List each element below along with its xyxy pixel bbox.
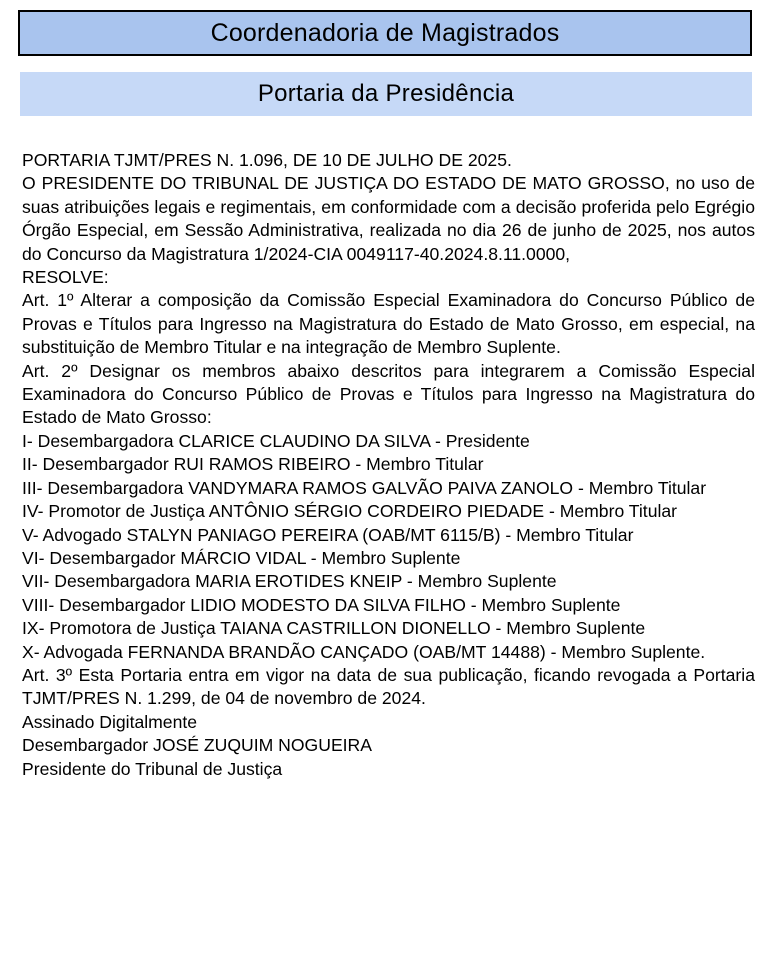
member-item: IV- Promotor de Justiça ANTÔNIO SÉRGIO CORDEIRO PIEDADE - Membro Titular [22,501,678,522]
subsection-header [20,72,752,116]
article-1: Art. 1º Alterar a composição da Comissão Especial Examinadora do Concurso Público de Provas e Títulos para Ingresso na Magistratura do Estado de Mato Grosso, em especial, na substituição de Membro Titular e na integração de Membro Suplente. [22,290,755,358]
member-item: III- Desembargadora VANDYMARA RAMOS GALVÃO PAIVA ZANOLO - Membro Titular [22,477,707,498]
preamble: O PRESIDENTE DO TRIBUNAL DE JUSTIÇA DO ESTADO DE MATO GROSSO, no uso de suas atribuições legais e regimentais, em conformidade com a decisão proferida pelo Egrégio Órgão Especial, em Sessão Administrativa, realizada no dia 26 de junho de 2025, nos autos do Concurso da Magistratura 1/2024-CIA 0049117-40.2024.8.11.0000, [22,173,755,264]
subsection-title: Portaria da Presidência [257,80,515,107]
member-item: II- Desembargador RUI RAMOS RIBEIRO - Membro Titular [22,454,484,475]
member-item: VI- Desembargador MÁRCIO VIDAL - Membro Suplente [22,547,461,568]
member-item: X- Advogada FERNANDA BRANDÃO CANÇADO (OAB/MT 14488) - Membro Suplente. [22,641,706,662]
ordinance-number: PORTARIA TJMT/PRES N. 1.096, DE 10 DE JULHO DE 2025. [22,150,512,170]
document-body [22,149,755,781]
member-item: IX- Promotora de Justiça TAIANA CASTRILLON DIONELLO - Membro Suplente [22,618,646,639]
section-header [18,10,752,56]
article-3: Art. 3º Esta Portaria entra em vigor na data de sua publicação, ficando revogada a Portaria TJMT/PRES N. 1.299, de 04 de novembro de 2024. [22,664,755,709]
signer-title: Presidente do Tribunal de Justiça [22,758,283,779]
member-item: VIII- Desembargador LIDIO MODESTO DA SILVA FILHO - Membro Suplente [22,594,621,615]
member-item: VII- Desembargadora MARIA EROTIDES KNEIP - Membro Suplente [22,571,557,592]
resolve-heading: RESOLVE: [22,267,109,288]
section-title: Coordenadoria de Magistrados [210,18,560,47]
member-item: I- Desembargadora CLARICE CLAUDINO DA SILVA - Presidente [22,430,530,451]
signature-note: Assinado Digitalmente [22,711,198,732]
article-2: Art. 2º Designar os membros abaixo descritos para integrarem a Comissão Especial Examinadora do Concurso Público de Provas e Títulos para Ingresso na Magistratura do Estado de Mato Grosso: [22,360,755,428]
member-item: V- Advogado STALYN PANIAGO PEREIRA (OAB/MT 6115/B) - Membro Titular [22,524,634,545]
signer-name: Desembargador JOSÉ ZUQUIM NOGUEIRA [22,735,373,756]
